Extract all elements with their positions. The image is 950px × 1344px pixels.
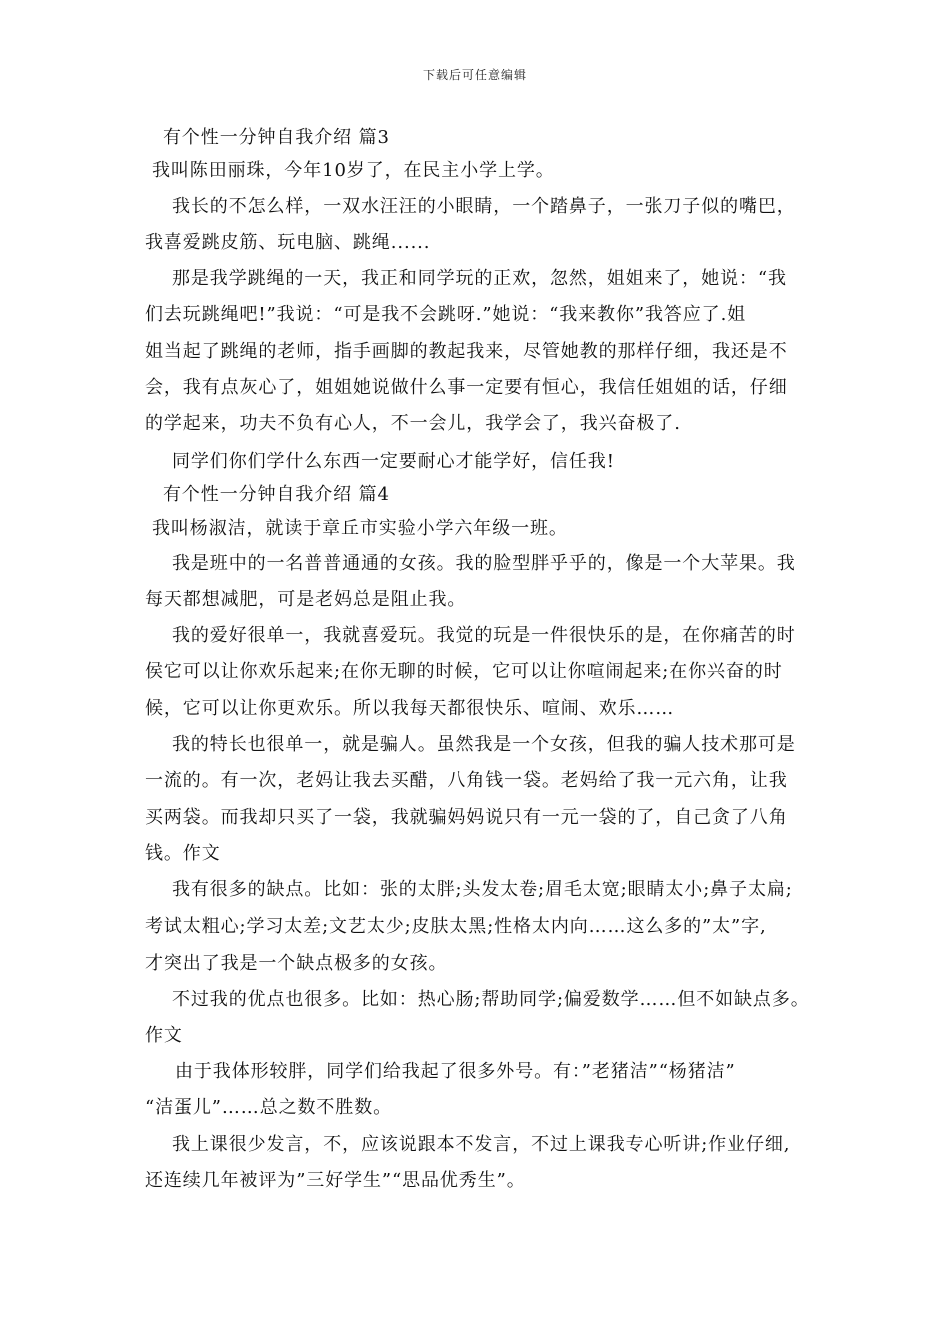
paragraph-line: 们去玩跳绳吧!”我说：“可是我不会跳呀.”她说：“我来教你”我答应了.姐 — [145, 304, 747, 325]
paragraph-line: 我长的不怎么样，一双水汪汪的小眼睛，一个踏鼻子，一张刀子似的嘴巴， — [172, 196, 796, 217]
paragraph-line: 还连续几年被评为”三好学生”“思品优秀生”。 — [145, 1170, 526, 1191]
paragraph-line: 候，它可以让你更欢乐。所以我每天都很快乐、喧闹、欢乐…… — [145, 698, 675, 719]
paragraph-line: 会，我有点灰心了，姐姐她说做什么事一定要有恒心，我信任姐姐的话，仔细 — [145, 377, 788, 398]
paragraph-line: 那是我学跳绳的一天，我正和同学玩的正欢，忽然，姐姐来了，她说：“我 — [172, 268, 787, 289]
paragraph-line: 我的爱好很单一，我就喜爱玩。我觉的玩是一件很快乐的是，在你痛苦的时 — [172, 625, 796, 646]
paragraph-line: 钱。作文 — [145, 843, 221, 864]
paragraph-line: 由于我体形较胖，同学们给我起了很多外号。有：”老猪洁”“杨猪洁” — [175, 1061, 736, 1082]
paragraph-line: 姐当起了跳绳的老师，指手画脚的教起我来，尽管她教的那样仔细，我还是不 — [145, 341, 788, 362]
section-title-3: 有个性一分钟自我介绍 篇3 — [163, 127, 390, 148]
paragraph-line: “洁蛋儿”……总之数不胜数。 — [145, 1097, 393, 1118]
paragraph-line: 才突出了我是一个缺点极多的女孩。 — [145, 953, 448, 974]
paragraph-line: 买两袋。而我却只买了一袋，我就骗妈妈说只有一元一袋的了，自己贪了八角 — [145, 807, 788, 828]
paragraph-line: 的学起来，功夫不负有心人，不一会儿，我学会了，我兴奋极了. — [145, 413, 681, 434]
paragraph-line: 我的特长也很单一，就是骗人。虽然我是一个女孩，但我的骗人技术那可是 — [172, 734, 796, 755]
paragraph-line: 我叫杨淑洁，就读于章丘市实验小学六年级一班。 — [152, 518, 568, 539]
paragraph-line: 我上课很少发言，不，应该说跟本不发言，不过上课我专心听讲;作业仔细, — [172, 1134, 791, 1155]
paragraph-line: 一流的。有一次，老妈让我去买醋，八角钱一袋。老妈给了我一元六角，让我 — [145, 770, 788, 791]
paragraph-line: 侯它可以让你欢乐起来;在你无聊的时候，它可以让你喧闹起来;在你兴奋的时 — [145, 661, 783, 682]
paragraph-line: 作文 — [145, 1025, 183, 1046]
paragraph-line: 同学们你们学什么东西一定要耐心才能学好，信任我! — [172, 451, 615, 472]
paragraph-line: 我叫陈田丽珠，今年10岁了，在民主小学上学。 — [152, 160, 555, 181]
paragraph-line: 不过我的优点也很多。比如：热心肠;帮助同学;偏爱数学……但不如缺点多。 — [172, 989, 810, 1010]
paragraph-line: 每天都想减肥，可是老妈总是阻止我。 — [145, 589, 467, 610]
paragraph-line: 我喜爱跳皮筋、玩电脑、跳绳...... — [145, 232, 431, 253]
section-title-4: 有个性一分钟自我介绍 篇4 — [163, 484, 390, 505]
paragraph-line: 我有很多的缺点。比如：张的太胖;头发太卷;眉毛太宽;眼睛太小;鼻子太扁; — [172, 879, 793, 900]
paragraph-line: 我是班中的一名普普通通的女孩。我的脸型胖乎乎的，像是一个大苹果。我 — [172, 553, 796, 574]
page-header: 下载后可任意编辑 — [422, 68, 527, 82]
paragraph-line: 考试太粗心;学习太差;文艺太少;皮肤太黑;性格太内向……这么多的”太”字, — [145, 916, 767, 937]
